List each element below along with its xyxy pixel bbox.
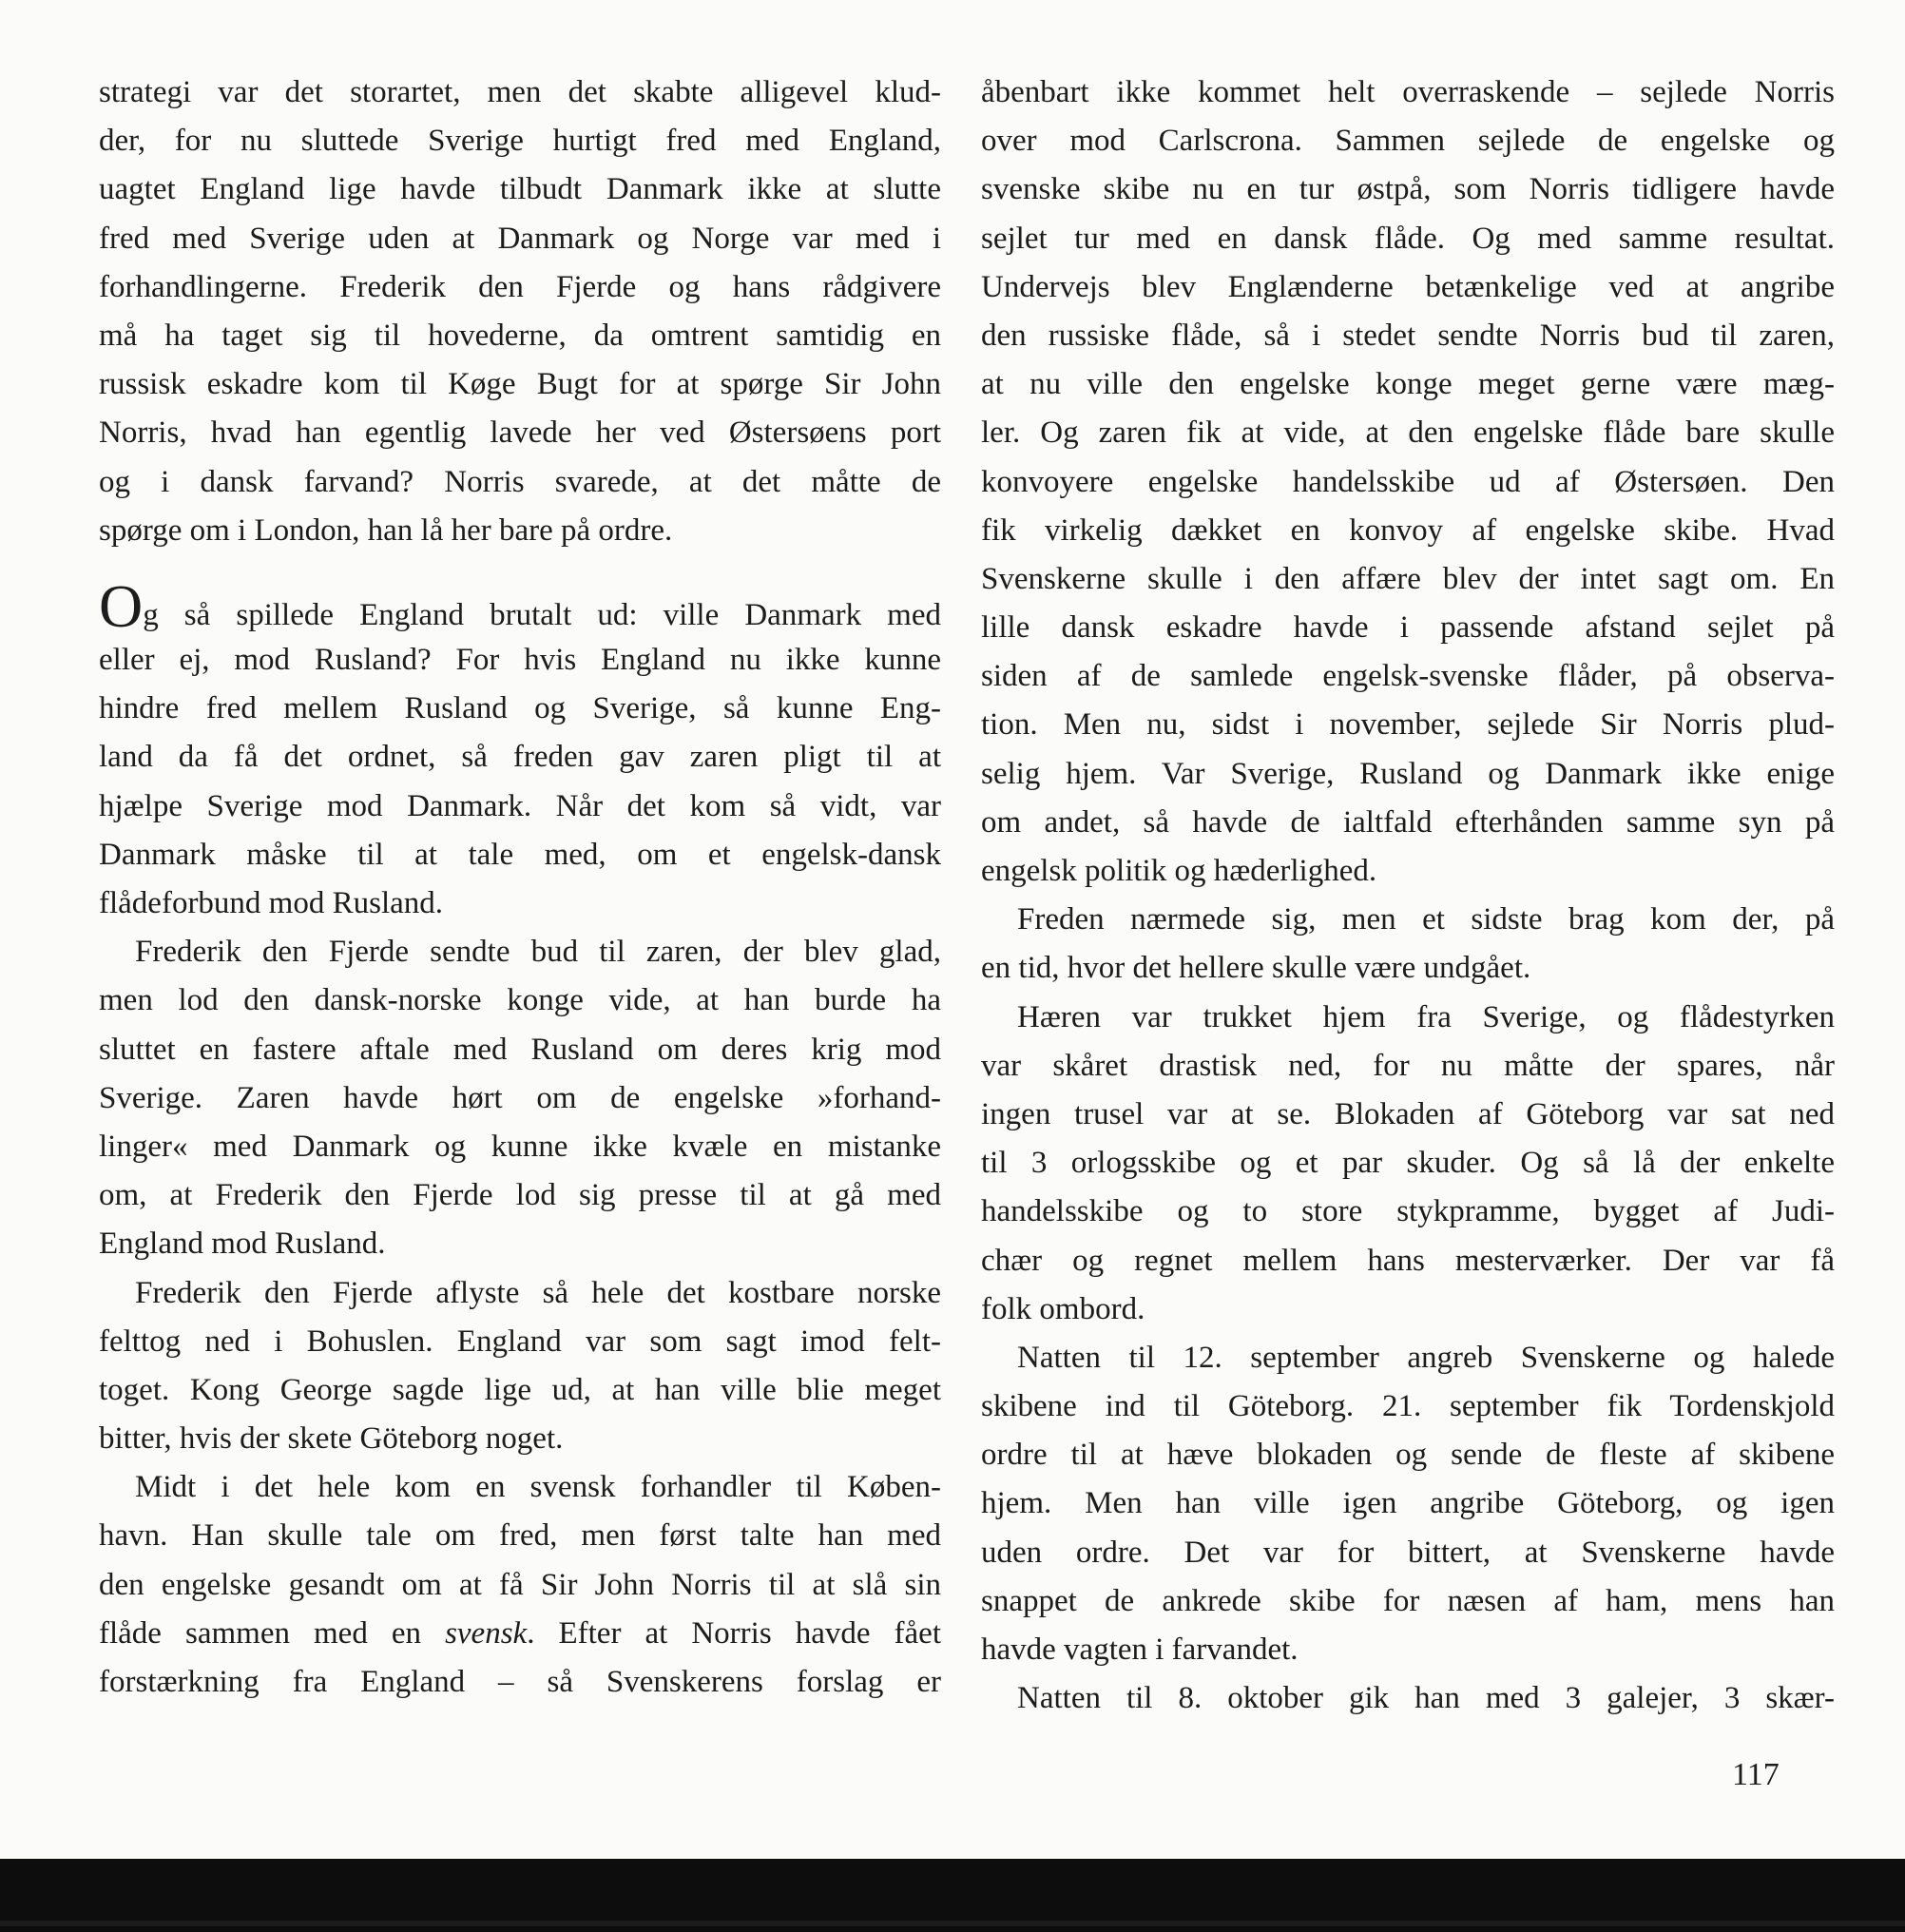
text-line: åbenbart ikke kommet helt overraskende – sejlede Norris <box>981 75 1835 109</box>
text-line: forstærkning fra England – så Svenskerens forslag er <box>99 1665 941 1699</box>
text-line: Undervejs blev Englænderne betænkelige ved at angribe <box>981 269 1835 304</box>
left-paragraph-1 <box>99 68 941 555</box>
text-line: lille dansk eskadre havde i passende afstand sejlet på <box>981 610 1835 646</box>
text-line: Natten til 12. september angreb Svenskerne og halede <box>1017 1340 1835 1375</box>
right-column <box>981 68 1835 1723</box>
text-line: hjælpe Sverige mod Danmark. Når det kom så vidt, var <box>99 788 941 823</box>
text-line: snappet de ankrede skibe for næsen af ham, mens han <box>981 1583 1835 1618</box>
text-line: der, for nu sluttede Sverige hurtigt fred med England, <box>99 124 941 159</box>
text-line: fik virkelig dækket en konvoy af engelske skibe. Hvad <box>981 512 1835 548</box>
text-line: at nu ville den engelske konge meget gerne være mæg- <box>981 367 1835 402</box>
text-line: land da få det ordnet, så freden gav zaren pligt til at <box>99 740 941 775</box>
text-line: den engelske gesandt om at få Sir John Norris til at slå sin <box>99 1567 941 1602</box>
text-line: strategi var det storartet, men det skabte alligevel klud- <box>99 75 941 109</box>
text-line: hindre fred mellem Rusland og Sverige, så kunne Eng- <box>99 691 941 726</box>
text-line: Sverige. Zaren havde hørt om de engelske »forhand- <box>99 1080 941 1115</box>
text-line: var skåret drastisk ned, for nu måtte der spares, når <box>981 1048 1835 1083</box>
text-line: havde vagten i farvandet. <box>981 1633 1299 1667</box>
italic-word: svensk <box>445 1615 528 1651</box>
text-line: handelsskibe og to store stykpramme, bygget af Judi- <box>981 1194 1835 1229</box>
dropcap-line <box>99 571 941 640</box>
text-line: eller ej, mod Rusland? For hvis England nu ikke kunne <box>99 643 941 678</box>
text-line: konvoyere engelske handelsskibe ud af Østersøen. Den <box>981 464 1835 499</box>
text-line: sejlet tur med en dansk flåde. Og med samme resultat. <box>981 221 1835 256</box>
text-line: flådeforbund mod Rusland. <box>99 886 444 920</box>
text-line: selig hjem. Var Sverige, Rusland og Danmark ikke enige <box>981 756 1835 791</box>
text-line: svenske skibe nu en tur østpå, som Norris tidligere havde <box>981 172 1835 207</box>
right-paragraphs <box>981 68 1835 1723</box>
text-line: Svenskerne skulle i den affære blev der intet sagt om. En <box>981 561 1835 596</box>
scan-edge-rule <box>0 1921 1905 1926</box>
text-line: over mod Carlscrona. Sammen sejlede de engelske og <box>981 124 1835 159</box>
text-line: og i dansk farvand? Norris svarede, at det måtte de <box>99 464 941 499</box>
text-line: havn. Han skulle tale om fred, men først talte han med <box>99 1518 941 1554</box>
text-line: linger« med Danmark og kunne ikke kvæle en mistanke <box>99 1129 941 1164</box>
text-line: folk ombord. <box>981 1291 1145 1326</box>
left-column <box>99 68 941 1707</box>
text-line: fred med Sverige uden at Danmark og Norge var med i <box>99 221 941 256</box>
drop-cap: O <box>99 571 144 640</box>
text-line: England mod Rusland. <box>99 1227 386 1262</box>
text-line: Natten til 8. oktober gik han med 3 galejer, 3 skær- <box>1017 1681 1835 1716</box>
text-line: spørge om i London, han lå her bare på ordre. <box>99 512 673 548</box>
paragraph-gap <box>99 555 941 588</box>
dropcap-line-text: g så spillede England brutalt ud: ville Danmark med <box>143 597 941 632</box>
text-line: toget. Kong George sagde lige ud, at han ville blie meget <box>99 1372 941 1407</box>
text-line: om, at Frederik den Fjerde lod sig presse til at gå med <box>99 1178 941 1213</box>
text-line: siden af de samlede engelsk-svenske flåder, på observa- <box>981 659 1835 694</box>
text-line: ordre til at hæve blokaden og sende de fleste af skibene <box>981 1438 1835 1473</box>
text-line: Midt i det hele kom en svensk forhandler til Køben- <box>135 1470 941 1505</box>
text-line: bitter, hvis der skete Göteborg noget. <box>99 1421 564 1457</box>
text-line: sluttet en fastere aftale med Rusland om deres krig mod <box>99 1032 941 1067</box>
text-line: en tid, hvor det hellere skulle være undgået. <box>981 951 1531 986</box>
text-line: Frederik den Fjerde sendte bud til zaren, der blev glad, <box>135 935 941 970</box>
text-line: Hæren var trukket hjem fra Sverige, og flådestyrken <box>1017 999 1835 1034</box>
text-line: hjem. Men han ville igen angribe Göteborg, og igen <box>981 1486 1835 1521</box>
page-number: 117 <box>1732 1757 1780 1792</box>
text-line: flåde sammen med en svensk. Efter at Norris havde fået <box>99 1615 941 1651</box>
text-line: tion. Men nu, sidst i november, sejlede Sir Norris plud- <box>981 707 1835 743</box>
text-line: uden ordre. Det var for bittert, at Svenskerne havde <box>981 1535 1835 1570</box>
text-line: engelsk politik og hæderlighed. <box>981 854 1377 888</box>
text-line: russisk eskadre kom til Køge Bugt for at spørge Sir John <box>99 367 941 402</box>
text-line: chær og regnet mellem hans mesterværker. Der var få <box>981 1243 1835 1278</box>
text-line: felttog ned i Bohuslen. England var som sagt imod felt- <box>99 1323 941 1359</box>
text-line: Freden nærmede sig, men et sidste brag kom der, på <box>1017 902 1835 937</box>
text-line: ingen trusel var at se. Blokaden af Göteborg var sat ned <box>981 1096 1835 1131</box>
text-line: uagtet England lige havde tilbudt Danmark ikke at slutte <box>99 172 941 207</box>
text-line: men lod den dansk-norske konge vide, at han burde ha <box>99 983 941 1018</box>
text-line: forhandlingerne. Frederik den Fjerde og hans rådgivere <box>99 269 941 304</box>
text-line: om andet, så havde de ialtfald efterhånden samme syn på <box>981 804 1835 840</box>
text-line: til 3 orlogsskibe og et par skuder. Og så lå der enkelte <box>981 1146 1835 1181</box>
text-line: Norris, hvad han egentlig lavede her ved Østersøens port <box>99 415 941 451</box>
text-line: Frederik den Fjerde aflyste så hele det kostbare norske <box>135 1275 941 1310</box>
text-line: Danmark måske til at tale med, om et engelsk-dansk <box>99 837 941 872</box>
text-line: den russiske flåde, så i stedet sendte Norris bud til zaren, <box>981 318 1835 353</box>
text-line: skibene ind til Göteborg. 21. september fik Tordenskjold <box>981 1389 1835 1424</box>
text-line: må ha taget sig til hovederne, da omtrent samtidig en <box>99 318 941 353</box>
text-line: ler. Og zaren fik at vide, at den engelske flåde bare skulle <box>981 415 1835 451</box>
left-paragraphs-2 <box>99 636 941 1707</box>
